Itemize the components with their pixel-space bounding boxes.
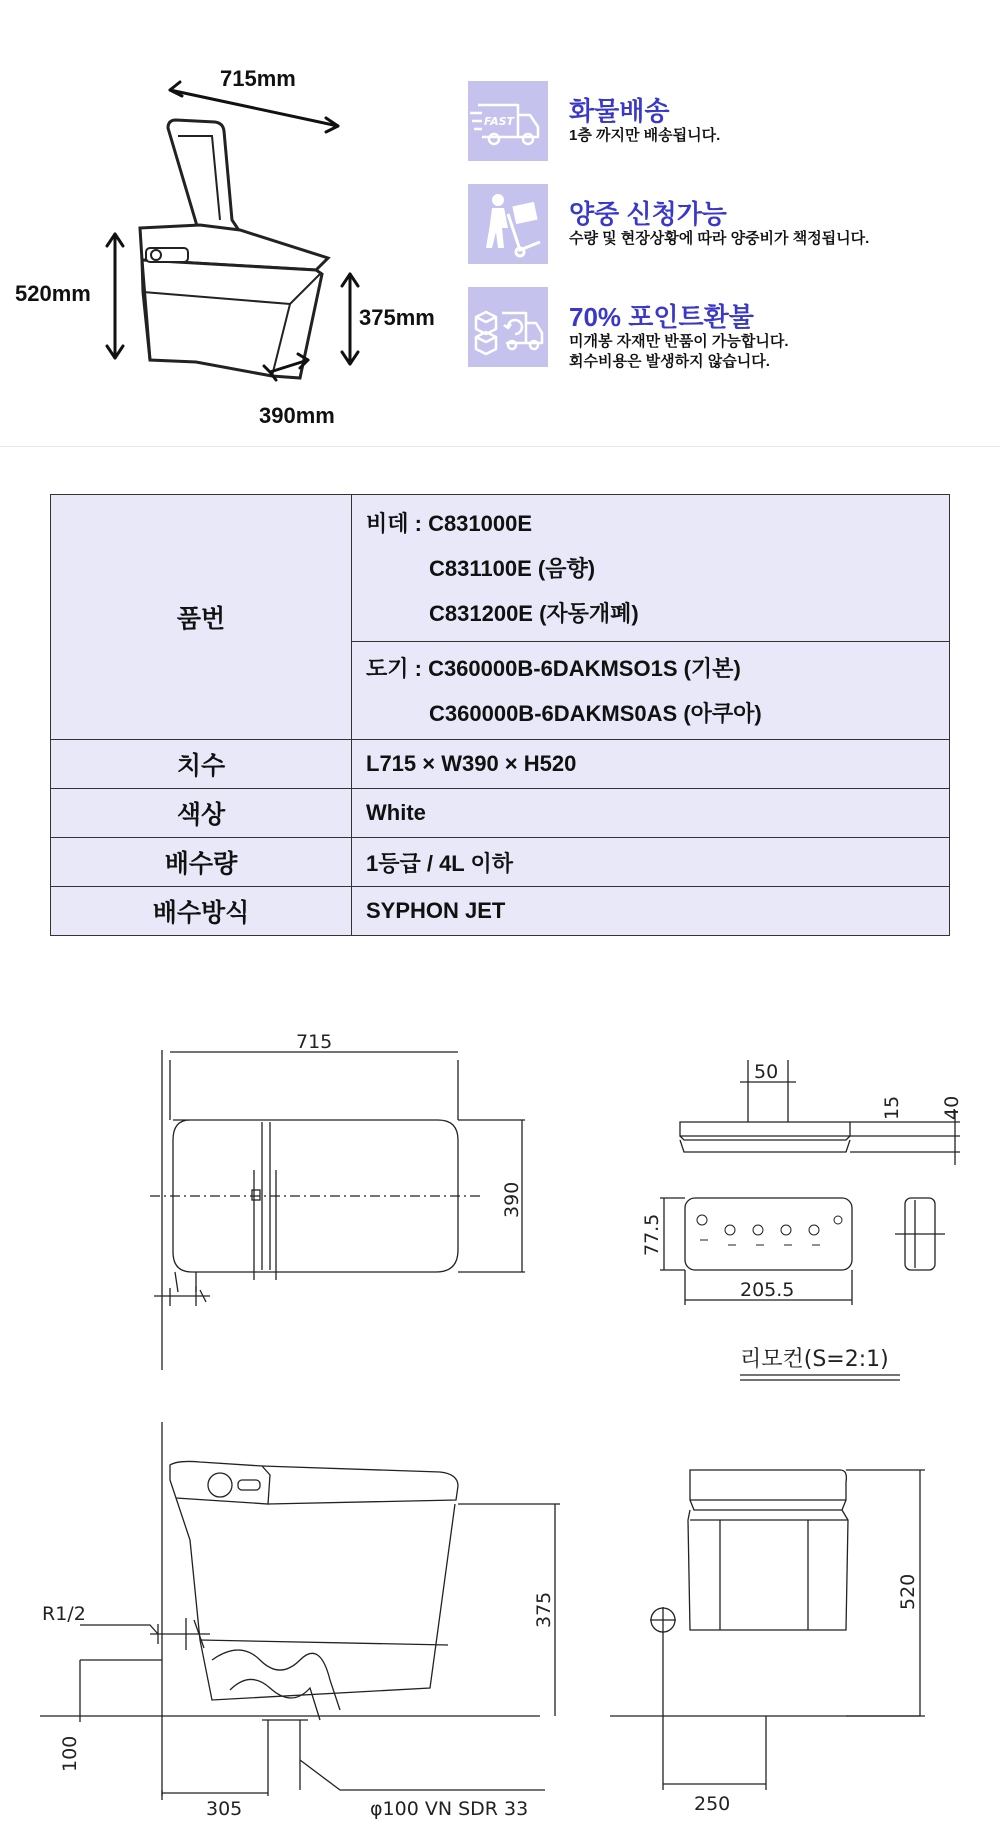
bowl-model: C360000B-6DAKMS0AS (아쿠아) xyxy=(429,700,762,726)
feature-lifting-service xyxy=(468,184,988,266)
feature-point-refund xyxy=(468,287,988,369)
spec-label-part-no: 품번 xyxy=(51,495,352,740)
drawing-remote-w: 205.5 xyxy=(740,1279,795,1301)
spec-table xyxy=(50,494,950,936)
spec-bowl-cell xyxy=(352,642,950,740)
bowl-line xyxy=(366,646,948,691)
drawing-side-width: 250 xyxy=(694,1793,731,1815)
bidet-line xyxy=(366,501,948,546)
spec-label-flush-volume: 배수량 xyxy=(51,838,352,887)
bowl-height-dimension: 375mm xyxy=(359,305,435,330)
bowl-model: C360000B-6DAKMSO1S (기본) xyxy=(428,655,741,681)
feature-desc: 1층 까지만 배송됩니다. xyxy=(569,127,721,144)
spec-bidet-cell xyxy=(352,495,950,642)
spec-value-color: White xyxy=(352,789,950,838)
drawing-remote-t1: 15 xyxy=(881,1095,903,1120)
drawing-remote-hole: 50 xyxy=(754,1061,779,1083)
drawing-inlet-height: 100 xyxy=(59,1735,81,1772)
fast-delivery-truck-icon xyxy=(468,81,548,161)
width-dimension: 390mm xyxy=(259,403,335,428)
feature-desc: 수량 및 현장상황에 따라 양중비가 책정됩니다. xyxy=(569,230,870,247)
feature-desc-line: 회수비용은 발생하지 않습니다. xyxy=(569,353,770,370)
technical-drawing xyxy=(0,1020,1000,1820)
drawing-pipe: R1/2 xyxy=(42,1603,86,1625)
bidet-model: C831000E xyxy=(428,510,533,536)
drawing-drain-offset: 305 xyxy=(206,1798,243,1820)
feature-desc xyxy=(569,332,789,372)
height-dimension: 520mm xyxy=(15,281,91,306)
spec-value-dimensions: L715 × W390 × H520 xyxy=(352,740,950,789)
section-divider xyxy=(0,446,1000,447)
spec-label-color: 색상 xyxy=(51,789,352,838)
feature-desc-line: 미개봉 자재만 반품이 가능합니다. xyxy=(569,333,789,350)
drawing-remote-label: 리모컨(S=2:1) xyxy=(740,1347,889,1372)
hand-truck-worker-icon xyxy=(468,184,548,264)
drawing-remote-t2: 40 xyxy=(941,1095,963,1120)
feature-title: 화물배송 xyxy=(569,96,670,126)
return-truck-icon xyxy=(468,287,548,367)
spec-label-dimensions: 치수 xyxy=(51,740,352,789)
feature-title: 70% 포인트환불 xyxy=(569,302,754,332)
spec-value-flush-type: SYPHON JET xyxy=(352,887,950,936)
depth-dimension: 715mm xyxy=(220,66,296,91)
spec-label-flush-type: 배수방식 xyxy=(51,887,352,936)
bowl-prefix: 도기 : xyxy=(366,655,429,681)
drawing-length: 715 xyxy=(296,1031,333,1053)
feature-freight-delivery xyxy=(468,81,988,163)
drawing-drain-spec: φ100 VN SDR 33 xyxy=(370,1798,529,1820)
spec-value-flush-volume: 1등급 / 4L 이하 xyxy=(352,838,950,887)
svg-text:FAST: FAST xyxy=(484,115,515,128)
bidet-prefix: 비데 : xyxy=(366,510,429,536)
product-sketch xyxy=(0,60,460,440)
drawing-width: 390 xyxy=(501,1181,523,1218)
bidet-model: C831100E (음향) xyxy=(429,555,596,581)
drawing-bowl-height: 375 xyxy=(533,1591,555,1628)
bidet-model: C831200E (자동개폐) xyxy=(429,600,639,626)
drawing-remote-h: 77.5 xyxy=(641,1213,663,1256)
drawing-total-height: 520 xyxy=(897,1573,919,1610)
feature-title: 양중 신청가능 xyxy=(569,199,727,229)
